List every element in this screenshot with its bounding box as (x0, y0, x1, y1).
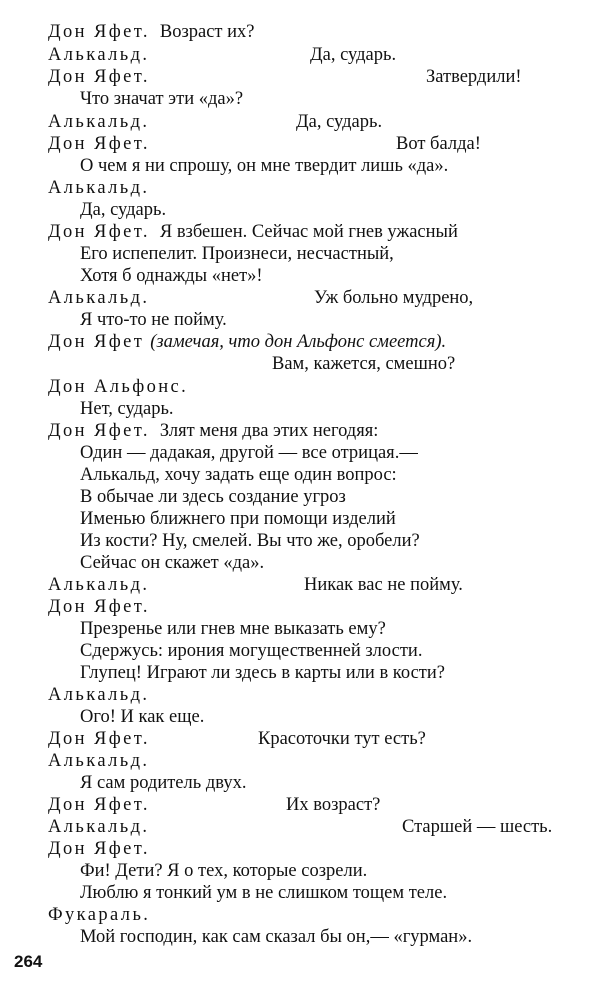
dialogue-line (80, 156, 572, 178)
speech-text: Что значат эти «да»? (80, 89, 244, 109)
dialogue-line (80, 927, 572, 949)
dialogue-line (80, 531, 572, 553)
speaker-name: Дон Яфет. (48, 22, 150, 42)
speech-text: Презренье или гнев мне выказать ему? (80, 619, 386, 639)
speech-text: Именью ближнего при помощи изделий (80, 509, 396, 529)
dialogue-line (48, 332, 572, 354)
speech-text: Никак вас не пойму. (304, 575, 463, 595)
speaker-name: Алькальд. (48, 178, 150, 198)
dialogue-line (48, 575, 572, 597)
dialogue-line (80, 883, 572, 905)
speaker-name: Алькальд. (48, 45, 150, 65)
speech-text: Сдержусь: ирония могущественней злости. (80, 641, 423, 661)
speech-text: Злят меня два этих негодяя: (159, 421, 379, 441)
speech-text: Я сам родитель двух. (80, 773, 247, 793)
dialogue-line (48, 817, 572, 839)
speaker-name: Дон Яфет. (48, 839, 150, 859)
speech-text: Его испепелит. Произнеси, несчастный, (80, 244, 394, 264)
speaker-name: Дон Яфет. (48, 134, 150, 154)
speech-text: Нет, сударь. (80, 399, 174, 419)
speaker-name: Алькальд. (48, 817, 150, 837)
dialogue-line (48, 354, 572, 376)
speech-text: Алькальд, хочу задать еще один вопрос: (80, 465, 397, 485)
dialogue-line (48, 597, 572, 619)
speaker-name: Дон Яфет. (48, 729, 150, 749)
dialogue-line (80, 509, 572, 531)
speech-text: Я взбешен. Сейчас мой гнев ужасный (159, 222, 458, 242)
dialogue-line (48, 729, 572, 751)
dialogue-line (48, 288, 572, 310)
dialogue-line (48, 905, 572, 927)
speech-text: Хотя б однажды «нет»! (80, 266, 263, 286)
dialogue-line (48, 134, 572, 156)
speech-text: В обычае ли здесь создание угроз (80, 487, 346, 507)
speaker-name: Алькальд. (48, 575, 150, 595)
dialogue-line (48, 178, 572, 200)
dialogue-line (80, 773, 572, 795)
dialogue-line (80, 89, 572, 111)
speaker-name: Алькальд. (48, 112, 150, 132)
dialogue-line (80, 244, 572, 266)
dialogue-line (80, 310, 572, 332)
dialogue-line (80, 487, 572, 509)
dialogue-line (48, 112, 572, 134)
speech-text: Глупец! Играют ли здесь в карты или в кости? (80, 663, 445, 683)
dialogue-line (80, 861, 572, 883)
dialogue-line (80, 553, 572, 575)
dialogue-line (80, 443, 572, 465)
speech-text: Ого! И как еще. (80, 707, 205, 727)
dialogue-line (48, 377, 572, 399)
dialogue-line (80, 200, 572, 222)
speech-text: Из кости? Ну, смелей. Вы что же, оробели? (80, 531, 420, 551)
speaker-name: Дон Яфет. (48, 421, 150, 441)
speech-text: Один — дадакая, другой — все отрицая.— (80, 443, 418, 463)
dialogue-line (80, 707, 572, 729)
dialogue-line (48, 685, 572, 707)
speech-text: Старшей — шесть. (402, 817, 553, 837)
dialogue-line (80, 641, 572, 663)
speaker-name: Дон Альфонс. (48, 377, 189, 397)
dialogue-line (80, 619, 572, 641)
speech-text: Мой господин, как сам сказал бы он,— «гурман». (80, 927, 473, 947)
dialogue-line (80, 465, 572, 487)
speech-text: Да, сударь. (310, 45, 397, 65)
speech-text: Возраст их? (159, 22, 255, 42)
speech-text: Красоточки тут есть? (258, 729, 426, 749)
speech-text: Сейчас он скажет «да». (80, 553, 265, 573)
dialogue-line (48, 839, 572, 861)
dialogue-line (48, 795, 572, 817)
speech-text: Фи! Дети? Я о тех, которые созрели. (80, 861, 368, 881)
speaker-name: Алькальд. (48, 751, 150, 771)
speech-text: Уж больно мудрено, (314, 288, 474, 308)
speaker-name: Дон Яфет (48, 332, 145, 352)
speaker-name: Дон Яфет. (48, 67, 150, 87)
speaker-name: Фукараль. (48, 905, 151, 925)
speech-text: Вот балда! (396, 134, 481, 154)
dialogue-line (48, 22, 572, 44)
speaker-name: Дон Яфет. (48, 597, 150, 617)
dialogue-line (48, 421, 572, 443)
dialogue-line (48, 222, 572, 244)
dialogue-line (48, 67, 572, 89)
speech-text: Да, сударь. (80, 200, 167, 220)
speech-text: Вам, кажется, смешно? (272, 354, 456, 374)
speaker-name: Алькальд. (48, 685, 150, 705)
speech-text: О чем я ни спрошу, он мне твердит лишь «да». (80, 156, 449, 176)
speech-text: Да, сударь. (296, 112, 383, 132)
speaker-name: Алькальд. (48, 288, 150, 308)
dialogue-line (80, 663, 572, 685)
speaker-name: Дон Яфет. (48, 795, 150, 815)
page-number: 264 (14, 952, 43, 971)
speech-text: Затвердили! (426, 67, 522, 87)
dialogue-line (80, 399, 572, 421)
dialogue-line (80, 266, 572, 288)
speech-text: Я что-то не пойму. (80, 310, 227, 330)
stage-direction: (замечая, что дон Альфонс смеется). (150, 332, 447, 352)
dialogue-line (48, 751, 572, 773)
dialogue-line (48, 45, 572, 67)
speaker-name: Дон Яфет. (48, 222, 150, 242)
speech-text: Их возраст? (286, 795, 381, 815)
speech-text: Люблю я тонкий ум в не слишком тощем теле. (80, 883, 448, 903)
